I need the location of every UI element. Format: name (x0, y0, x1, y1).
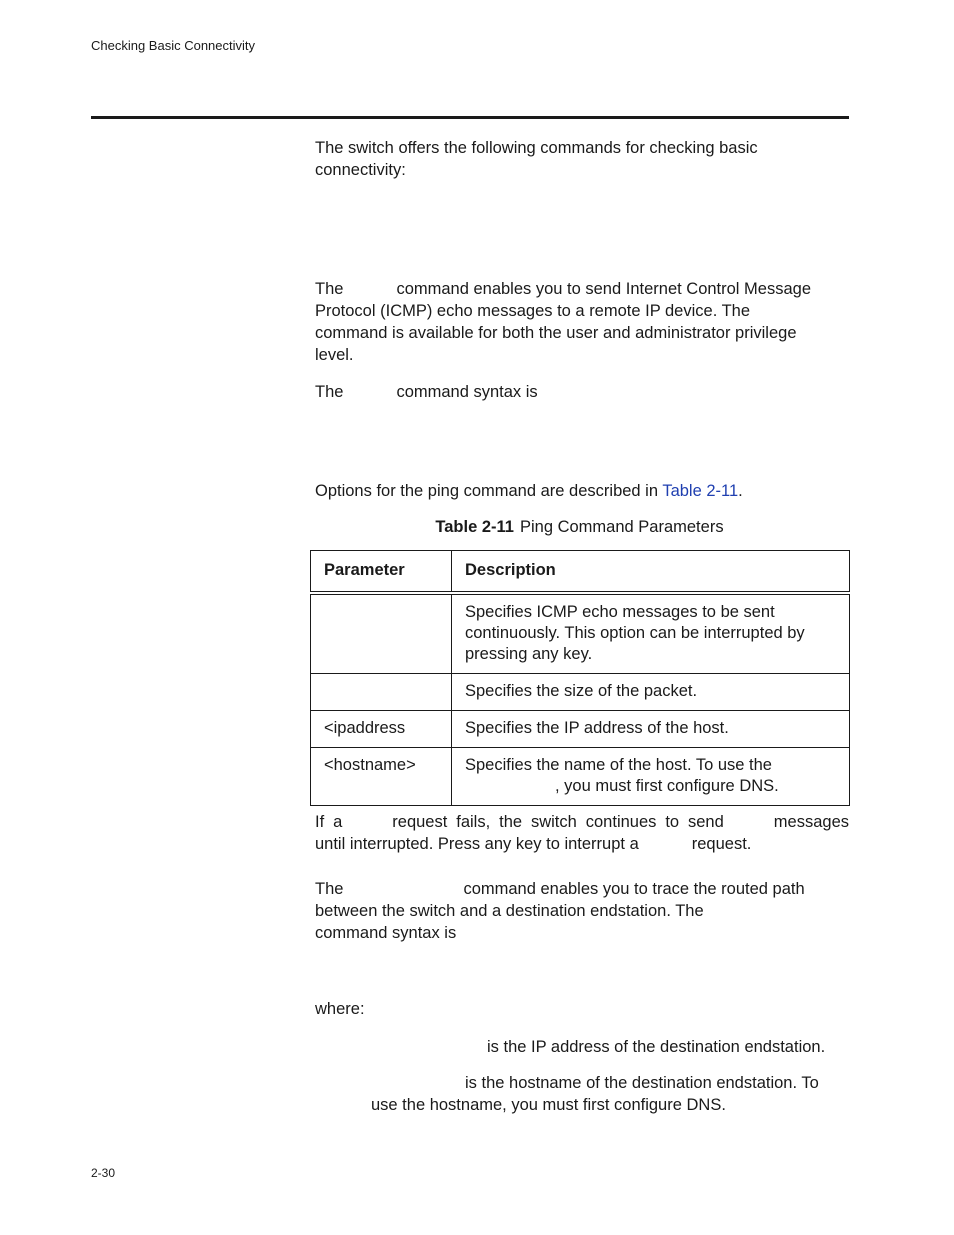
header-description: Description (452, 551, 850, 594)
table-row (311, 593, 850, 674)
intro-line-2: connectivity: (315, 161, 406, 179)
header-rule (91, 116, 849, 119)
where-host-item-line-1: is the hostname of the destination endstation. To (465, 1074, 819, 1092)
ping-desc-line-3: command is available for both the user and administrator privilege (315, 324, 797, 342)
traceroute-paragraph: The command enables you to trace the routed path between the switch and a destination endstation. The command syntax is (315, 880, 805, 942)
table-caption-title: Ping Command Parameters (519, 518, 724, 536)
page-number: 2-30 (91, 1166, 116, 1180)
table-row (311, 748, 850, 806)
table-2-11-link[interactable]: Table 2-11 (662, 482, 739, 500)
intro-line-1: The switch offers the following commands for checking basic (315, 139, 758, 157)
where-label: where: (315, 1000, 365, 1018)
ping-desc-line-1: The command enables you to send Internet Control Message (315, 280, 812, 298)
desc-cell: Specifies ICMP echo messages to be sent continuously. This option can be interrupted by pressing any key. (452, 593, 850, 674)
desc-cell: Specifies the size of the packet. (452, 674, 850, 711)
running-header: Checking Basic Connectivity (91, 38, 256, 53)
table-row (311, 711, 850, 748)
desc-cell: Specifies the name of the host. To use the , you must first configure DNS. (452, 748, 850, 806)
desc-cell: Specifies the IP address of the host. (452, 711, 850, 748)
header-parameter: Parameter (311, 551, 452, 594)
options-sentence: Options for the ping command are described in Table 2-11. (315, 482, 743, 500)
param-cell: <ipaddress (311, 711, 452, 748)
param-cell: <hostname> (311, 748, 452, 806)
ping-fail-paragraph: If a request fails, the switch continues to send messages until interrupted. Press any key to interrupt a request. (315, 813, 849, 853)
param-cell (311, 593, 452, 674)
where-host-item-line-2: use the hostname, you must first configure DNS. (371, 1096, 726, 1114)
ping-parameters-table (310, 550, 850, 806)
table-caption (310, 518, 849, 537)
ping-syntax-intro: The command syntax is (315, 383, 538, 401)
param-cell (311, 674, 452, 711)
intro-paragraph (315, 137, 758, 181)
table-row (311, 674, 850, 711)
table-header-row (311, 551, 850, 594)
ping-description (315, 278, 849, 366)
where-ip-item: is the IP address of the destination endstation. (487, 1038, 826, 1056)
table-caption-number: Table 2-11 (435, 518, 514, 536)
ping-desc-line-4: level. (315, 346, 354, 364)
ping-desc-line-2: Protocol (ICMP) echo messages to a remote IP device. The (315, 302, 751, 320)
